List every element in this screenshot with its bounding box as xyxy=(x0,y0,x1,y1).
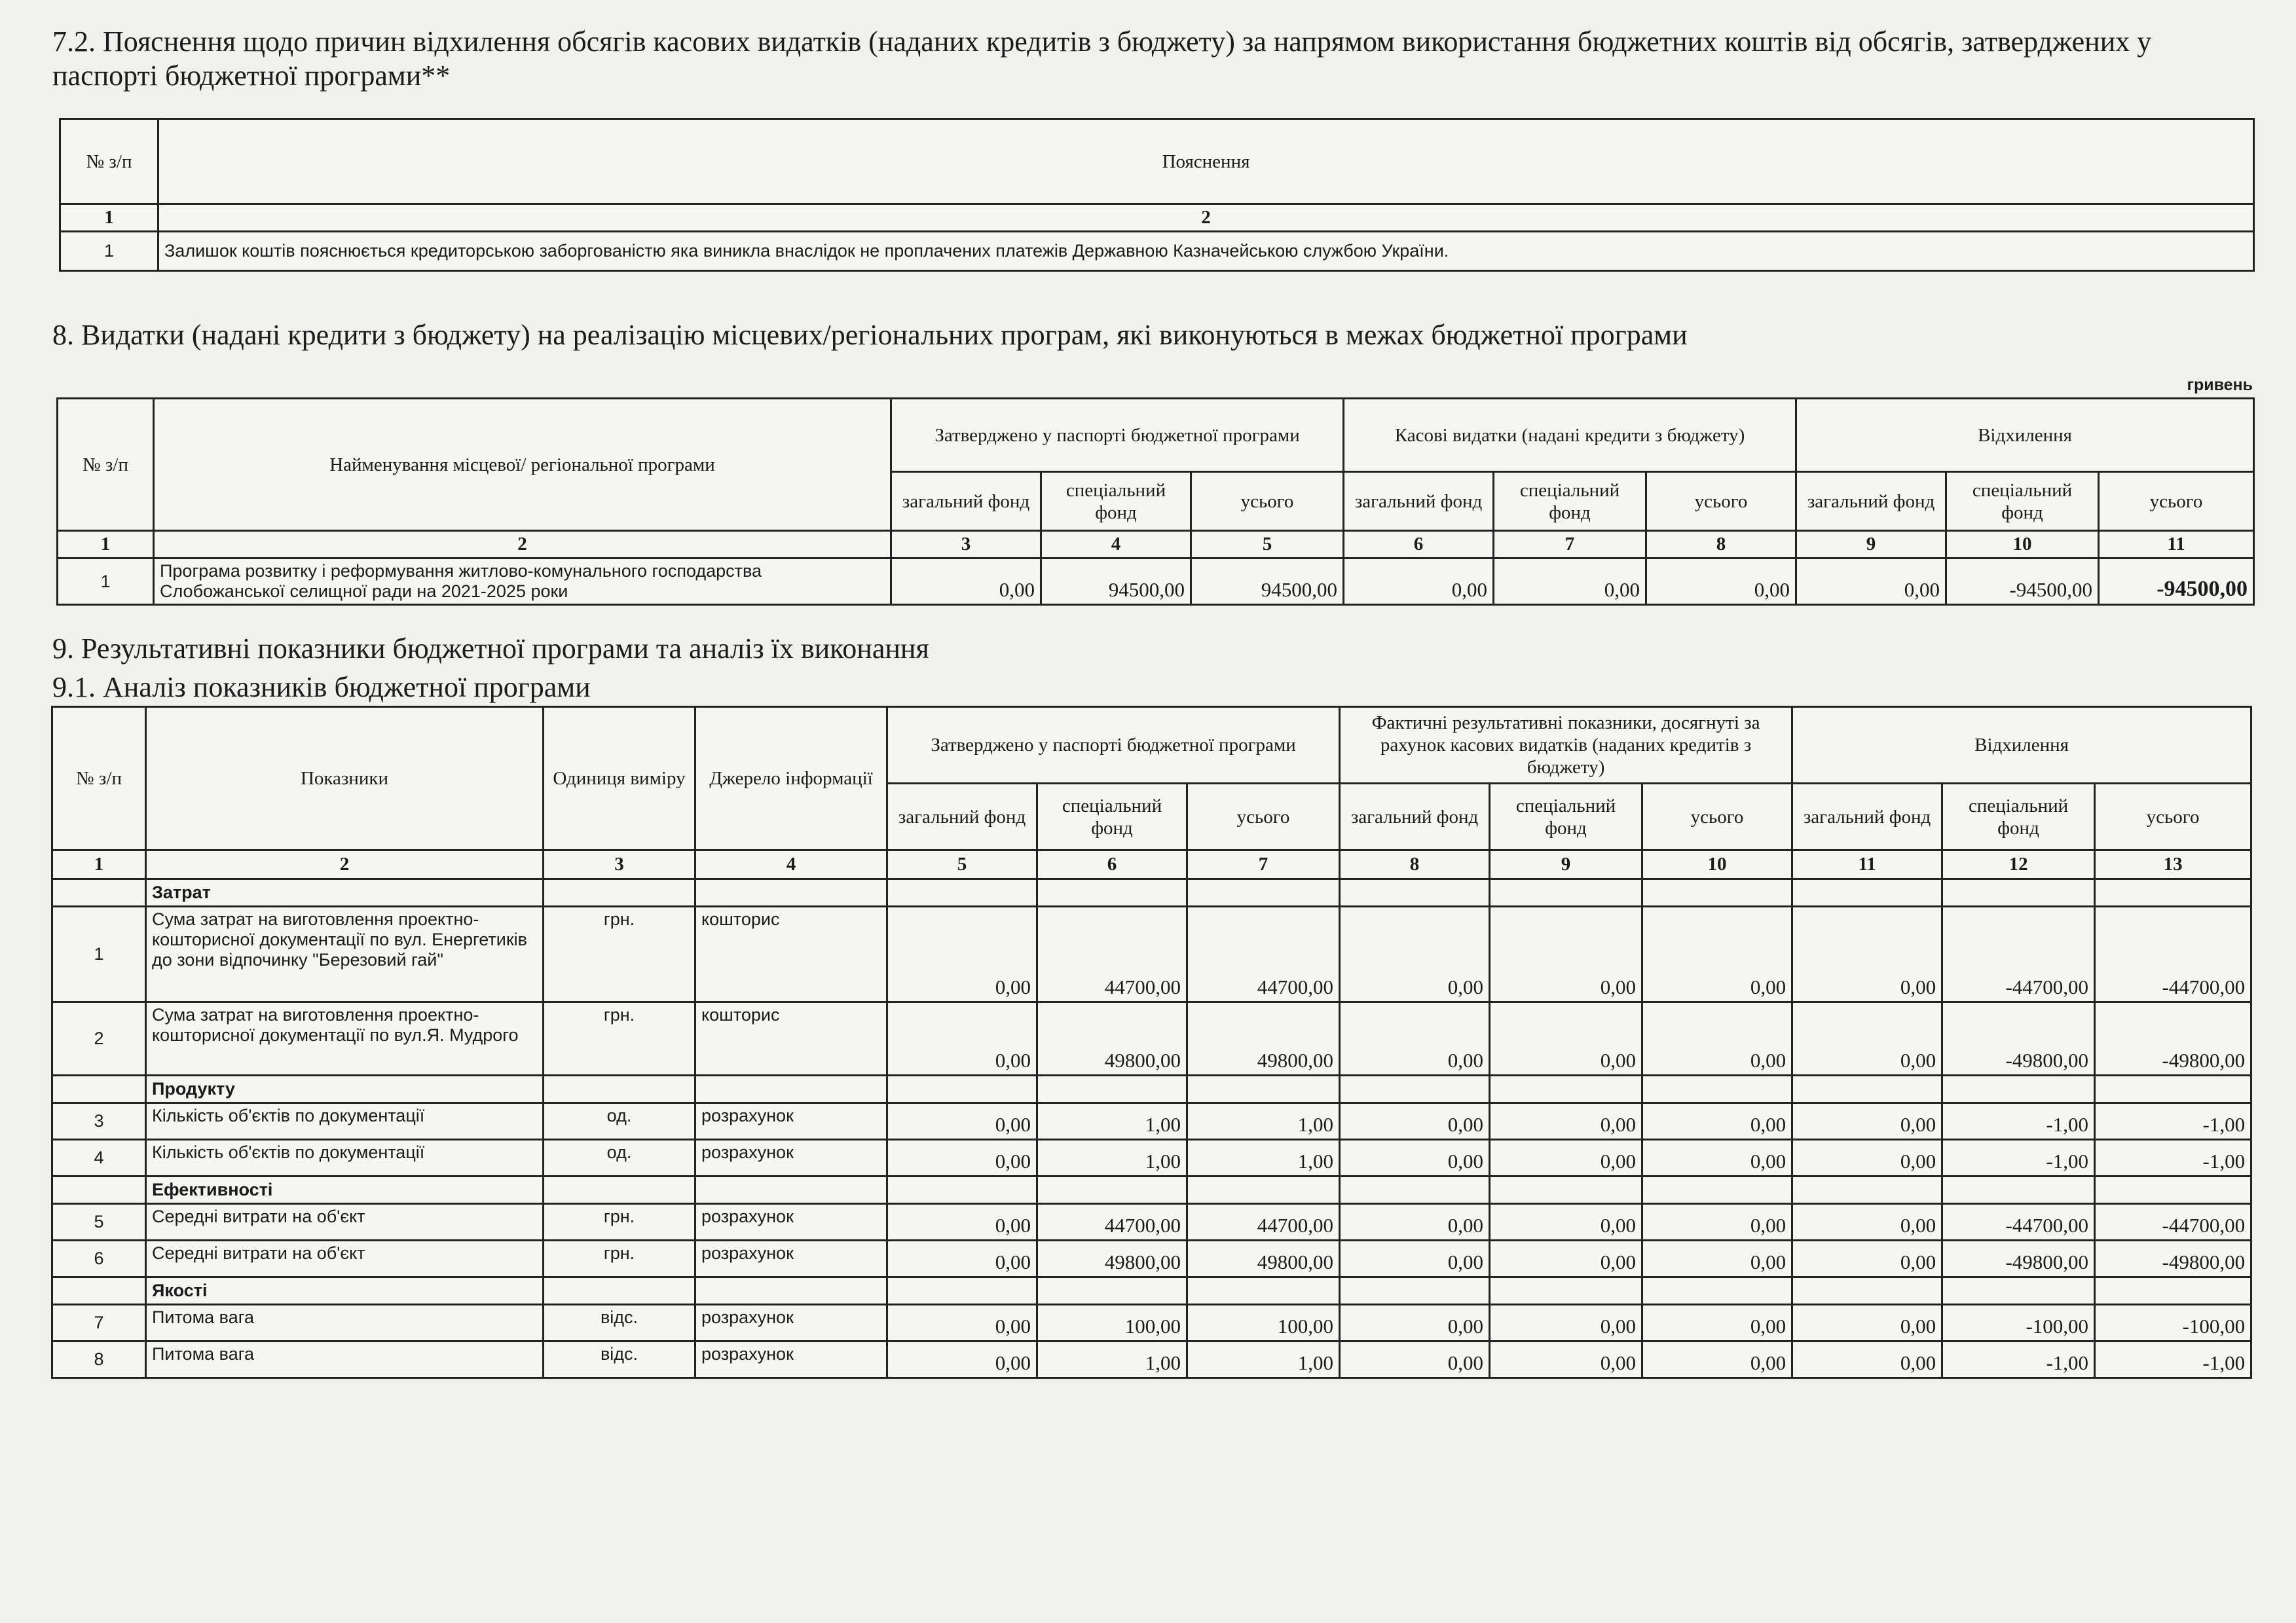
indicator-name: Кількість об'єктів по документації xyxy=(146,1140,544,1176)
source-cell: кошторис xyxy=(695,907,887,1002)
sub-total: усього xyxy=(2095,784,2251,850)
value-cell: 0,00 xyxy=(1792,907,1942,1002)
source-cell: розрахунок xyxy=(695,1103,887,1140)
sub-general-fund: загальний фонд xyxy=(1796,472,1946,531)
value-cell: -100,00 xyxy=(2095,1305,2251,1341)
value-cell: 0,00 xyxy=(1792,1140,1942,1176)
value-cell: -94500,00 xyxy=(1946,558,2099,605)
section-spacer xyxy=(52,1176,146,1204)
value-cell: 44700,00 xyxy=(1037,1204,1187,1241)
section-spacer xyxy=(695,1076,887,1103)
col-index: 7 xyxy=(1187,850,1340,879)
section-spacer xyxy=(1942,879,2095,907)
section-spacer xyxy=(1942,1076,2095,1103)
col-unit-header: Одиниця виміру xyxy=(544,707,695,850)
value-cell: 0,00 xyxy=(1642,1140,1792,1176)
value-cell: 0,00 xyxy=(1340,1140,1490,1176)
value-cell: 1,00 xyxy=(1037,1140,1187,1176)
value-cell: 0,00 xyxy=(887,1103,1037,1140)
value-cell: 0,00 xyxy=(1490,1140,1642,1176)
group-approved-header: Затверджено у паспорті бюджетної програми xyxy=(887,707,1340,784)
value-cell: 0,00 xyxy=(1792,1002,1942,1076)
value-cell: 0,00 xyxy=(1494,558,1646,605)
value-cell: -44700,00 xyxy=(2095,907,2251,1002)
col-number-header: № з/п xyxy=(58,399,154,531)
col-index: 1 xyxy=(58,531,154,558)
section-label-cost: Затрат xyxy=(146,879,544,907)
section-spacer xyxy=(1642,1277,1792,1305)
value-cell: 94500,00 xyxy=(1191,558,1344,605)
section-spacer xyxy=(1037,1176,1187,1204)
section-spacer xyxy=(1490,1176,1642,1204)
value-cell: 49800,00 xyxy=(1037,1241,1187,1277)
col-index: 5 xyxy=(1191,531,1344,558)
sub-special-fund: спеціальний фонд xyxy=(1037,784,1187,850)
section-spacer xyxy=(1187,1277,1340,1305)
section-spacer xyxy=(1037,1076,1187,1103)
row-number: 8 xyxy=(52,1341,146,1378)
section-spacer xyxy=(1792,879,1942,907)
sub-general-fund: загальний фонд xyxy=(891,472,1041,531)
section-8-title: 8. Видатки (надані кредити з бюджету) на реалізацію місцевих/регіональних програм, які виконуються в межах бюджетної програми xyxy=(52,319,1688,351)
col-index: 2 xyxy=(154,531,891,558)
value-cell: 44700,00 xyxy=(1037,907,1187,1002)
col-number-header: № з/п xyxy=(60,119,158,204)
unit-cell: грн. xyxy=(544,1241,695,1277)
value-cell: 49800,00 xyxy=(1037,1002,1187,1076)
value-cell: 0,00 xyxy=(887,1204,1037,1241)
value-cell: -44700,00 xyxy=(1942,907,2095,1002)
sub-general-fund: загальний фонд xyxy=(1344,472,1494,531)
value-cell: 0,00 xyxy=(1642,1204,1792,1241)
value-cell: 0,00 xyxy=(1340,907,1490,1002)
section-spacer xyxy=(2095,1076,2251,1103)
col-index: 12 xyxy=(1942,850,2095,879)
value-cell: 0,00 xyxy=(887,1341,1037,1378)
value-cell: 0,00 xyxy=(1490,1305,1642,1341)
value-cell: 0,00 xyxy=(1642,907,1792,1002)
section-spacer xyxy=(1642,879,1792,907)
value-cell: 0,00 xyxy=(887,1241,1037,1277)
value-cell: 0,00 xyxy=(1642,1341,1792,1378)
section-spacer xyxy=(1340,879,1490,907)
value-cell: 0,00 xyxy=(1490,907,1642,1002)
section-spacer xyxy=(1942,1277,2095,1305)
col-index: 8 xyxy=(1340,850,1490,879)
col-index: 8 xyxy=(1646,531,1796,558)
value-cell: 1,00 xyxy=(1187,1341,1340,1378)
section-spacer xyxy=(1187,1076,1340,1103)
col-index: 1 xyxy=(52,850,146,879)
section-spacer xyxy=(2095,879,2251,907)
section-spacer xyxy=(52,1076,146,1103)
section-spacer xyxy=(1942,1176,2095,1204)
indicator-name: Питома вага xyxy=(146,1341,544,1378)
value-cell: 0,00 xyxy=(1792,1305,1942,1341)
table-row xyxy=(52,1241,2251,1277)
explanation-table xyxy=(59,118,2255,272)
group-deviation-header: Відхилення xyxy=(1796,399,2254,472)
value-cell: 0,00 xyxy=(887,1305,1037,1341)
col-index: 11 xyxy=(1792,850,1942,879)
section-spacer xyxy=(544,1176,695,1204)
explanation-text: Залишок коштів пояснюється кредиторською заборгованістю яка виникла внаслідок не проплачених платежів Державною Казначейською службою України. xyxy=(158,232,2254,271)
table-row xyxy=(52,1140,2251,1176)
indicator-name: Питома вага xyxy=(146,1305,544,1341)
sub-special-fund: спеціальний фонд xyxy=(1942,784,2095,850)
unit-cell: відс. xyxy=(544,1341,695,1378)
section-spacer xyxy=(1642,1176,1792,1204)
value-cell: 0,00 xyxy=(1792,1103,1942,1140)
sub-total: усього xyxy=(1187,784,1340,850)
source-cell: розрахунок xyxy=(695,1241,887,1277)
section-spacer xyxy=(1187,1176,1340,1204)
value-cell: 100,00 xyxy=(1037,1305,1187,1341)
source-cell: розрахунок xyxy=(695,1140,887,1176)
row-number: 1 xyxy=(60,232,158,271)
section-spacer xyxy=(1340,1076,1490,1103)
value-cell: 1,00 xyxy=(1187,1103,1340,1140)
value-cell: 0,00 xyxy=(891,558,1041,605)
sub-special-fund: спеціальний фонд xyxy=(1041,472,1191,531)
value-cell: 0,00 xyxy=(1340,1341,1490,1378)
section-spacer xyxy=(52,1277,146,1305)
section-spacer xyxy=(695,1277,887,1305)
section-spacer xyxy=(1340,1277,1490,1305)
col-index: 1 xyxy=(60,204,158,232)
value-cell: 1,00 xyxy=(1187,1140,1340,1176)
table-row xyxy=(58,558,2254,605)
value-cell: 0,00 xyxy=(1340,1305,1490,1341)
value-cell: 0,00 xyxy=(1490,1002,1642,1076)
row-number: 5 xyxy=(52,1204,146,1241)
sub-total: усього xyxy=(1191,472,1344,531)
section-spacer xyxy=(1490,879,1642,907)
col-index: 3 xyxy=(544,850,695,879)
sub-special-fund: спеціальний фонд xyxy=(1490,784,1642,850)
col-source-header: Джерело інформації xyxy=(695,707,887,850)
unit-cell: грн. xyxy=(544,1204,695,1241)
col-index: 10 xyxy=(1946,531,2099,558)
section-label-quality: Якості xyxy=(146,1277,544,1305)
unit-cell: од. xyxy=(544,1140,695,1176)
value-cell: 0,00 xyxy=(1340,1002,1490,1076)
col-index: 5 xyxy=(887,850,1037,879)
value-cell: -1,00 xyxy=(2095,1341,2251,1378)
value-cell: -1,00 xyxy=(1942,1140,2095,1176)
value-cell: -1,00 xyxy=(1942,1103,2095,1140)
value-cell: 0,00 xyxy=(1792,1204,1942,1241)
section-9-1-title: 9.1. Аналіз показників бюджетної програми xyxy=(52,671,591,703)
indicator-name: Кількість об'єктів по документації xyxy=(146,1103,544,1140)
row-number: 4 xyxy=(52,1140,146,1176)
section-spacer xyxy=(1037,1277,1187,1305)
source-cell: розрахунок xyxy=(695,1305,887,1341)
section-spacer xyxy=(1037,879,1187,907)
value-cell: -44700,00 xyxy=(1942,1204,2095,1241)
table-row xyxy=(52,1341,2251,1378)
value-cell: 0,00 xyxy=(1490,1241,1642,1277)
source-cell: розрахунок xyxy=(695,1204,887,1241)
value-cell: 0,00 xyxy=(1340,1241,1490,1277)
programs-table xyxy=(56,397,2255,606)
value-cell: -49800,00 xyxy=(2095,1002,2251,1076)
col-index: 2 xyxy=(158,204,2254,232)
value-cell: 44700,00 xyxy=(1187,907,1340,1002)
section-spacer xyxy=(887,879,1037,907)
section-spacer xyxy=(1490,1076,1642,1103)
value-cell: 49800,00 xyxy=(1187,1241,1340,1277)
value-cell: 1,00 xyxy=(1037,1341,1187,1378)
group-approved-header: Затверджено у паспорті бюджетної програми xyxy=(891,399,1344,472)
section-spacer xyxy=(1792,1076,1942,1103)
value-cell: 0,00 xyxy=(887,907,1037,1002)
sub-general-fund: загальний фонд xyxy=(887,784,1037,850)
section-spacer xyxy=(887,1076,1037,1103)
section-spacer xyxy=(2095,1176,2251,1204)
value-cell: 0,00 xyxy=(1340,1103,1490,1140)
section-spacer xyxy=(2095,1277,2251,1305)
section-spacer xyxy=(1340,1176,1490,1204)
section-spacer xyxy=(1792,1176,1942,1204)
value-cell: -1,00 xyxy=(1942,1341,2095,1378)
section-spacer xyxy=(887,1277,1037,1305)
section-spacer xyxy=(52,879,146,907)
indicator-name: Сума затрат на виготовлення проектно-кошторисної документації по вул. Енергетиків до зони відпочинку "Березовий гай" xyxy=(146,907,544,1002)
col-index: 9 xyxy=(1796,531,1946,558)
value-cell: 0,00 xyxy=(1796,558,1946,605)
value-cell: 0,00 xyxy=(1490,1103,1642,1140)
group-actual-header: Фактичні результативні показники, досягнуті за рахунок касових видатків (наданих кредитів з бюджету) xyxy=(1340,707,1792,784)
sub-total: усього xyxy=(2099,472,2254,531)
row-number: 1 xyxy=(58,558,154,605)
currency-unit-label: гривень xyxy=(2187,376,2253,394)
value-cell: 44700,00 xyxy=(1187,1204,1340,1241)
source-cell: розрахунок xyxy=(695,1341,887,1378)
table-row xyxy=(52,1103,2251,1140)
col-index: 4 xyxy=(1041,531,1191,558)
section-spacer xyxy=(1187,879,1340,907)
col-program-name-header: Найменування місцевої/ регіональної програми xyxy=(154,399,891,531)
value-cell: 0,00 xyxy=(887,1140,1037,1176)
indicators-table xyxy=(51,706,2252,1379)
value-cell: -49800,00 xyxy=(1942,1002,2095,1076)
col-index: 3 xyxy=(891,531,1041,558)
value-cell: 0,00 xyxy=(1792,1341,1942,1378)
section-spacer xyxy=(1792,1277,1942,1305)
value-cell: 100,00 xyxy=(1187,1305,1340,1341)
value-cell: 0,00 xyxy=(1792,1241,1942,1277)
sub-general-fund: загальний фонд xyxy=(1792,784,1942,850)
unit-cell: грн. xyxy=(544,1002,695,1076)
program-name: Програма розвитку і реформування житлово-комунального господарства Слобожанської селищної ради на 2021-2025 роки xyxy=(154,558,891,605)
unit-cell: відс. xyxy=(544,1305,695,1341)
indicator-name: Сума затрат на виготовлення проектно-кошторисної документації по вул.Я. Мудрого xyxy=(146,1002,544,1076)
col-index: 9 xyxy=(1490,850,1642,879)
section-spacer xyxy=(695,879,887,907)
row-number: 2 xyxy=(52,1002,146,1076)
value-cell: 0,00 xyxy=(1490,1341,1642,1378)
value-cell: 0,00 xyxy=(1642,1103,1792,1140)
section-spacer xyxy=(695,1176,887,1204)
section-spacer xyxy=(887,1176,1037,1204)
value-cell: -1,00 xyxy=(2095,1140,2251,1176)
section-9-title: 9. Результативні показники бюджетної програми та аналіз їх виконання xyxy=(52,632,929,665)
value-cell: 49800,00 xyxy=(1187,1002,1340,1076)
sub-special-fund: спеціальний фонд xyxy=(1946,472,2099,531)
group-deviation-header: Відхилення xyxy=(1792,707,2251,784)
indicator-name: Середні витрати на об'єкт xyxy=(146,1241,544,1277)
col-index: 7 xyxy=(1494,531,1646,558)
col-explanation-header: Пояснення xyxy=(158,119,2254,204)
table-row xyxy=(52,907,2251,1002)
col-index: 6 xyxy=(1344,531,1494,558)
value-cell: -44700,00 xyxy=(2095,1204,2251,1241)
value-cell: -1,00 xyxy=(2095,1103,2251,1140)
section-7-2-title: 7.2. Пояснення щодо причин відхилення обсягів касових видатків (наданих кредитів з бюджету) за напрямом використання бюджетних коштів від обсягів, затверджених у паспорті бюджетної програми** xyxy=(52,26,2152,92)
col-index: 13 xyxy=(2095,850,2251,879)
unit-cell: од. xyxy=(544,1103,695,1140)
value-cell: 94500,00 xyxy=(1041,558,1191,605)
value-cell: -49800,00 xyxy=(2095,1241,2251,1277)
sub-total: усього xyxy=(1646,472,1796,531)
indicator-name: Середні витрати на об'єкт xyxy=(146,1204,544,1241)
section-spacer xyxy=(544,1277,695,1305)
section-spacer xyxy=(544,879,695,907)
table-row xyxy=(52,1204,2251,1241)
row-number: 1 xyxy=(52,907,146,1002)
table-row xyxy=(52,1002,2251,1076)
col-index: 2 xyxy=(146,850,544,879)
section-label-efficiency: Ефективності xyxy=(146,1176,544,1204)
col-number-header: № з/п xyxy=(52,707,146,850)
value-cell: 0,00 xyxy=(1490,1204,1642,1241)
col-index: 4 xyxy=(695,850,887,879)
section-spacer xyxy=(1490,1277,1642,1305)
sub-total: усього xyxy=(1642,784,1792,850)
col-index: 11 xyxy=(2099,531,2254,558)
value-cell: 0,00 xyxy=(1344,558,1494,605)
value-cell: 0,00 xyxy=(1642,1002,1792,1076)
section-spacer xyxy=(544,1076,695,1103)
source-cell: кошторис xyxy=(695,1002,887,1076)
value-cell: 0,00 xyxy=(1642,1241,1792,1277)
value-cell: -100,00 xyxy=(1942,1305,2095,1341)
group-cash-header: Касові видатки (надані кредити з бюджету) xyxy=(1344,399,1796,472)
value-cell: 0,00 xyxy=(1646,558,1796,605)
col-index: 10 xyxy=(1642,850,1792,879)
section-spacer xyxy=(1642,1076,1792,1103)
value-cell: 0,00 xyxy=(887,1002,1037,1076)
value-cell: 1,00 xyxy=(1037,1103,1187,1140)
section-label-product: Продукту xyxy=(146,1076,544,1103)
value-cell: 0,00 xyxy=(1340,1204,1490,1241)
row-number: 7 xyxy=(52,1305,146,1341)
row-number: 6 xyxy=(52,1241,146,1277)
value-cell-total: -94500,00 xyxy=(2099,558,2254,605)
col-indicator-header: Показники xyxy=(146,707,544,850)
row-number: 3 xyxy=(52,1103,146,1140)
value-cell: -49800,00 xyxy=(1942,1241,2095,1277)
unit-cell: грн. xyxy=(544,907,695,1002)
sub-special-fund: спеціальний фонд xyxy=(1494,472,1646,531)
sub-general-fund: загальний фонд xyxy=(1340,784,1490,850)
table-row xyxy=(52,1305,2251,1341)
col-index: 6 xyxy=(1037,850,1187,879)
value-cell: 0,00 xyxy=(1642,1305,1792,1341)
